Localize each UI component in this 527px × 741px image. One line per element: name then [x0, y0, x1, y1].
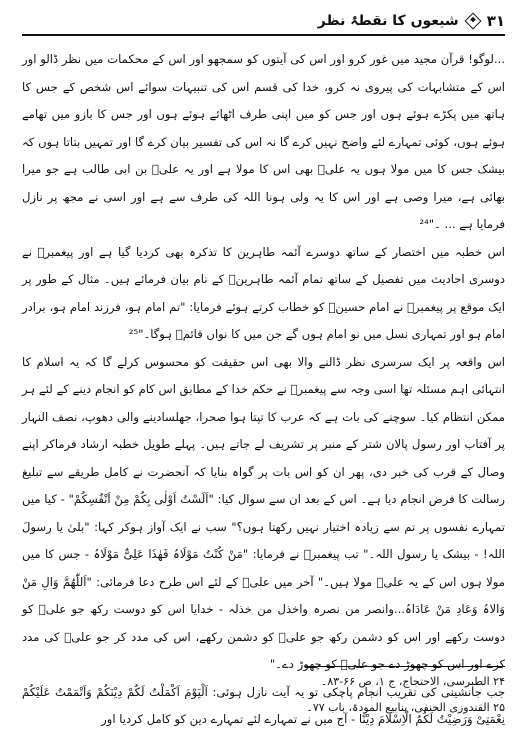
- footnotes: [22, 666, 505, 721]
- footnote-25: ۲۵ القندوزی الحنفی، ینابیع المودۃ، باب ۷۷۔: [306, 701, 505, 714]
- running-header: [22, 8, 505, 36]
- paragraph-verse-revelation: جب جانشینی کی تقریب انجام پاچکی تو یہ آیت نازل ہوئی: اَلْیَوْمَ اَکْمَلْتُ لَکُمْ دِیْنَکُمْ وَاَتْمَمْتُ عَلَیْکُمْ نِعْمَتِیْ وَرَضِیْتُ لَکُمُ الْاِسْلَامَ دِیْنًا - آج میں نے تمہارے لئے تمہارے دین کو کامل کردیا اور: [22, 684, 505, 726]
- diamond-ornament-icon: [464, 13, 481, 30]
- footnote-divider: [305, 666, 505, 667]
- paragraph-sermon-quote: ...لوگو! قرآن مجید میں غور کرو اور اس کی آیتوں کو سمجھو اور اس کے محکمات میں نظر ڈالو اور اس کے متشابہات کی پیروی نہ کرو، خدا کی قسم اس کی تنبیہات سوائے اس شخص کے جس کا ہاتھ میں پکڑے ہوئے ہوں اور جس کو میں اپنی طرف اٹھائے ہوئے ہوں اور جس کا بازو میں تھامے ہوئے ہوں، کوئی تمہارے لئے واضح نہیں کرے گا نہ اس کی تفسیر بیان کرے گا اور تمہیں بتاتا ہوں کہ بیشک جس کا میں مولا ہوں یہ علیؑ بھی اس کا مولا ہے اور یہ علیؑ بن ابی طالب ہے جو میرا بھائی ہے، میرا وصی ہے اور اس کا یہ ولی ہونا اللہ کی طرف سے ہے اور اسی نے مجھ پر نازل فرمایا ہے ... ۔"²⁴: [22, 52, 505, 231]
- running-header-title: شیعوں کا نقطۂ نظر: [317, 13, 459, 29]
- footnote-24: ۲۴ الطبرسی، الاحتجاج، ج ۱، ص ۶۶-۸۳۔: [320, 675, 505, 688]
- page-number: ۳۱: [486, 12, 505, 30]
- paragraph-twelve-imams: اس خطبہ میں اختصار کے ساتھ دوسرے آئمہ طاہرین کا تذکرہ بھی کردیا گیا ہے اور پیغمبرؐ نے دوسری احادیث میں تفصیل کے ساتھ تمام آئمہ طاہرینؑ کے نام بیان فرمائے ہیں۔ مثال کے طور پر ایک موقع پر پیغمبرؐ نے امام حسینؑ کو خطاب کرتے ہوئے فرمایا: "تم امام ہو، فرزند امام ہو، برادر امام ہو اور تمہاری نسل میں نو امام ہوں گے جن میں کا نواں قائمؑ ہوگا۔"²⁵: [22, 244, 505, 341]
- body-text: [22, 46, 505, 734]
- paragraph-ghadir-event: اس واقعہ پر ایک سرسری نظر ڈالنے والا بھی اس حقیقت کو محسوس کرلے گا کہ یہ اسلام کا انتہائی اہم مسئلہ تھا اسی وجہ سے پیغمبرؐ نے حکم خدا کے مطابق اس کام کو انجام دینے کے لئے ہر ممکن انتظام کیا۔ سوچنے کی بات ہے کہ عرب کا تپتا ہوا صحرا، جھلسادینے والی دھوپ، نصف النہار پر آفتاب اور رسول پالان شتر کے منبر پر تشریف لے جاتے ہیں۔ پہلے طویل خطبہ ارشاد فرماکر اپنے وصال کے قرب کی خبر دی، پھر ان کو اس بات پر گواہ بنایا کہ آنحضرت نے کامل طریقے سے تبلیغ رسالت کا فرض انجام دیا ہے۔ اس کے بعد ان سے سوال کیا: "اَلَسْتُ اَوْلٰی بِکُمْ مِنْ اَنْفُسِکُمْ" - کیا میں تمہارے نفسوں پر تم سے زیادہ اختیار نہیں رکھتا ہوں؟" سب نے ایک آواز ہوکر کہا: "بلیٰ یا رسولَ اللہ! - بیشک یا رسول اللہ۔" تب پیغمبرؐ نے فرمایا: "مَنْ کُنْتُ مَوْلَاہُ فَھٰذَا عَلِیٌّ مَوْلَاہُ - جس کا میں مولا ہوں اس کے یہ علیؑ مولا ہیں۔" آخر میں علیؑ کے لئے اس طرح دعا فرمائی: "اَللّٰھُمَّ وَالِ مَنْ وَالاہُ وَعَادِ مَنْ عَادَاہُ...وانصر من نصرہ واخذل من خذلہ - خدایا اس کو دوست رکھ جو علیؑ کو دوست رکھے اور اس کو دشمن رکھ جو علیؑ کو دشمن رکھے، اس کی مدد کر جو علیؑ کی مدد کرے اور اس کو چھوڑ دے جو علیؑ کو چھوڑ دے۔": [22, 354, 505, 671]
